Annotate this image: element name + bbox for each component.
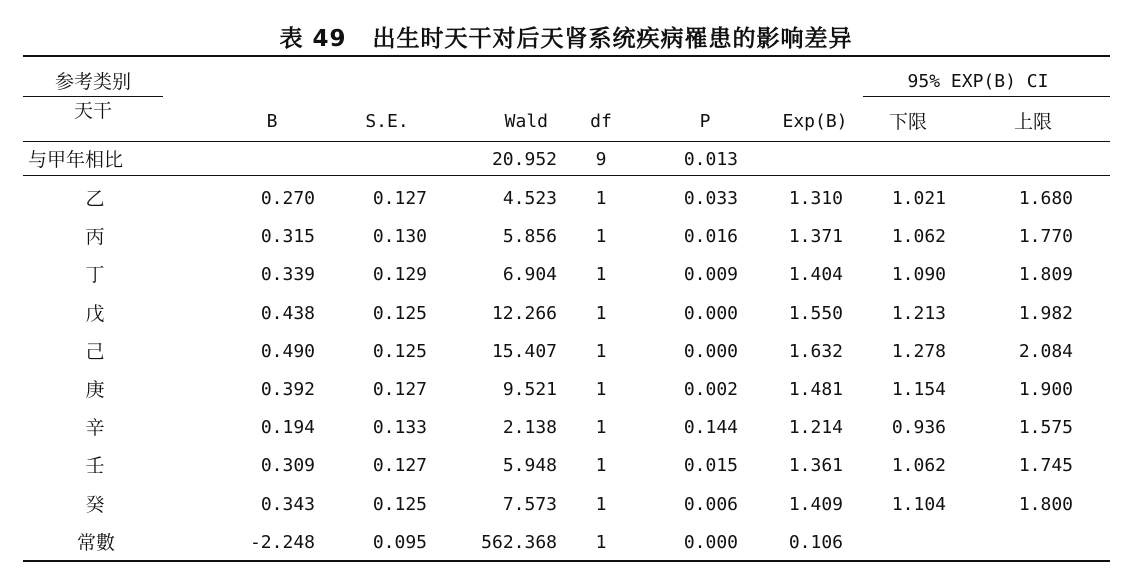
row-8-p: 0.006 [683,494,738,515]
row-3-b: 0.438 [260,303,315,324]
row-0-upper: 1.680 [1018,188,1073,209]
header-bottom-rule [23,141,1110,142]
constant-row-wald: 562.368 [481,532,557,553]
row-6-se: 0.133 [372,417,427,438]
column-header-5: Exp(B) [782,111,848,132]
reference-row-df: 9 [595,149,607,170]
column-header-1: S.E. [365,111,409,132]
constant-row-p: 0.000 [683,532,738,553]
header-group-label: 天干 [73,100,112,122]
row-2-upper: 1.809 [1018,264,1073,285]
row-4-wald: 15.407 [491,341,557,362]
row-1-b: 0.315 [260,226,315,247]
row-3-lower: 1.213 [891,303,946,324]
row-1-df: 1 [595,226,607,247]
row-8-b: 0.343 [260,494,315,515]
constant-row-expb: 0.106 [788,532,843,553]
top-rule [23,55,1110,57]
row-0-wald: 4.523 [502,188,557,209]
header-ci-label: 95% EXP(B) CI [907,71,1049,92]
row-2-df: 1 [595,264,607,285]
row-1-wald: 5.856 [502,226,557,247]
row-0-df: 1 [595,188,607,209]
row-7-df: 1 [595,455,607,476]
column-header-4: P [699,111,711,132]
row-5-upper: 1.900 [1018,379,1073,400]
reference-bottom-rule [23,175,1110,176]
row-0-se: 0.127 [372,188,427,209]
row-7-upper: 1.745 [1018,455,1073,476]
column-header-0: B [266,111,278,132]
row-label-7: 壬 [85,455,105,477]
reference-row-p: 0.013 [683,149,738,170]
column-header-6: 下限 [888,111,927,133]
row-7-se: 0.127 [372,455,427,476]
row-6-upper: 1.575 [1018,417,1073,438]
table-number: 表 49 [279,26,347,52]
table-caption: 出生时天干对后天肾系统疾病罹患的影响差异 [372,26,853,52]
row-label-2: 丁 [85,264,105,286]
row-8-wald: 7.573 [502,494,557,515]
row-3-upper: 1.982 [1018,303,1073,324]
row-0-b: 0.270 [260,188,315,209]
row-1-se: 0.130 [372,226,427,247]
row-4-p: 0.000 [683,341,738,362]
constant-row-df: 1 [595,532,607,553]
column-header-7: 上限 [1013,111,1052,133]
row-8-df: 1 [595,494,607,515]
row-0-p: 0.033 [683,188,738,209]
row-4-lower: 1.278 [891,341,946,362]
row-4-df: 1 [595,341,607,362]
header-category-label: 参考类别 [54,71,131,93]
row-6-b: 0.194 [260,417,315,438]
row-8-se: 0.125 [372,494,427,515]
row-6-p: 0.144 [683,417,738,438]
constant-row-label: 常數 [76,532,115,554]
row-6-expb: 1.214 [788,417,843,438]
row-4-se: 0.125 [372,341,427,362]
row-3-se: 0.125 [372,303,427,324]
row-2-lower: 1.090 [891,264,946,285]
row-3-df: 1 [595,303,607,324]
row-label-4: 己 [85,341,105,363]
table-title [0,20,1132,50]
row-0-lower: 1.021 [891,188,946,209]
column-header-2: Wald [504,111,548,132]
row-label-0: 乙 [85,188,105,210]
reference-row-wald: 20.952 [491,149,557,170]
row-2-b: 0.339 [260,264,315,285]
row-2-wald: 6.904 [502,264,557,285]
row-7-expb: 1.361 [788,455,843,476]
row-5-p: 0.002 [683,379,738,400]
row-0-expb: 1.310 [788,188,843,209]
row-6-wald: 2.138 [502,417,557,438]
row-1-lower: 1.062 [891,226,946,247]
row-5-df: 1 [595,379,607,400]
row-8-lower: 1.104 [891,494,946,515]
row-5-b: 0.392 [260,379,315,400]
row-8-upper: 1.800 [1018,494,1073,515]
row-5-se: 0.127 [372,379,427,400]
row-7-b: 0.309 [260,455,315,476]
constant-row-b: -2.248 [249,532,315,553]
row-2-p: 0.009 [683,264,738,285]
row-label-6: 辛 [85,417,105,439]
row-label-3: 戊 [85,303,105,325]
row-2-expb: 1.404 [788,264,843,285]
bottom-rule [23,560,1110,562]
row-6-lower: 0.936 [891,417,946,438]
row-4-expb: 1.632 [788,341,843,362]
row-label-5: 庚 [85,379,105,401]
row-1-p: 0.016 [683,226,738,247]
column-header-3: df [590,111,612,132]
row-7-wald: 5.948 [502,455,557,476]
row-4-upper: 2.084 [1018,341,1073,362]
constant-row-se: 0.095 [372,532,427,553]
row-label-1: 丙 [85,226,105,248]
row-5-expb: 1.481 [788,379,843,400]
row-1-expb: 1.371 [788,226,843,247]
reference-row-label: 与甲年相比 [28,149,124,171]
row-3-p: 0.000 [683,303,738,324]
row-8-expb: 1.409 [788,494,843,515]
row-5-wald: 9.521 [502,379,557,400]
row-3-expb: 1.550 [788,303,843,324]
row-5-lower: 1.154 [891,379,946,400]
row-7-lower: 1.062 [891,455,946,476]
row-label-8: 癸 [85,494,105,516]
row-7-p: 0.015 [683,455,738,476]
row-1-upper: 1.770 [1018,226,1073,247]
row-3-wald: 12.266 [491,303,557,324]
row-2-se: 0.129 [372,264,427,285]
row-4-b: 0.490 [260,341,315,362]
row-6-df: 1 [595,417,607,438]
